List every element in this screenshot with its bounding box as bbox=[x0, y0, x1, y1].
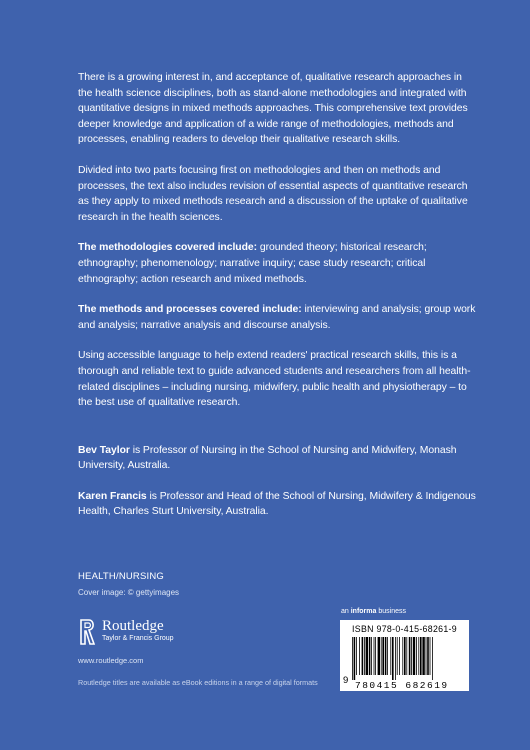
publisher-website[interactable]: www.routledge.com bbox=[78, 656, 144, 665]
barcode-bar bbox=[390, 637, 391, 675]
barcode-panel bbox=[340, 620, 469, 691]
author-bio-text: is Professor and Head of the School of Nursing, Midwifery & Indigenous Health, Charles Sturt University, Australia. bbox=[78, 490, 476, 518]
barcode-bar bbox=[371, 637, 372, 675]
logo-text bbox=[102, 619, 174, 644]
methods-heading: The methods and processes covered include: bbox=[78, 304, 302, 316]
barcode-bar bbox=[366, 637, 368, 675]
barcode-bar bbox=[420, 637, 422, 675]
informa-prefix: an bbox=[341, 608, 351, 615]
barcode-bar bbox=[411, 637, 412, 675]
description-paragraph-2: Divided into two parts focusing first on methodologies and then on methods and processes, the text also includes revision of essential aspects of quantitative research as they apply to mixed methods research and a discussion of the uptake of qualitative research in the health sciences. bbox=[78, 164, 468, 223]
barcode bbox=[352, 637, 467, 680]
author-name: Karen Francis bbox=[78, 490, 147, 502]
barcode-bar bbox=[432, 637, 433, 680]
barcode-bar bbox=[362, 637, 364, 675]
barcode-bar bbox=[430, 637, 431, 675]
author-bio bbox=[78, 443, 478, 474]
publisher-logo bbox=[78, 617, 174, 647]
barcode-bar bbox=[356, 637, 357, 675]
author-bio bbox=[78, 489, 478, 520]
barcode-bar bbox=[392, 637, 394, 680]
methods-paragraph bbox=[78, 302, 478, 333]
description-paragraph-5: Using accessible language to help extend readers' practical research skills, this is a thorough and reliable text to guide advanced students and researchers from all health-related disciplines – including nursing, midwifery, public health and physiotherapy – to the best use of qualitative research. bbox=[78, 350, 471, 409]
barcode-bar bbox=[402, 637, 403, 675]
barcode-bar bbox=[359, 637, 360, 675]
barcode-bar bbox=[364, 637, 365, 675]
description-block bbox=[78, 70, 478, 535]
informa-brand: informa bbox=[350, 608, 377, 615]
barcode-bar bbox=[422, 637, 424, 675]
publisher-name: Routledge bbox=[102, 618, 164, 634]
isbn-number: ISBN 978-0-415-68261-9 bbox=[352, 624, 457, 634]
barcode-bar bbox=[385, 637, 387, 675]
methodologies-heading: The methodologies covered include: bbox=[78, 242, 258, 254]
informa-business-label bbox=[341, 608, 406, 615]
author-bios bbox=[78, 443, 478, 520]
barcode-bar bbox=[409, 637, 411, 675]
barcode-bar bbox=[427, 637, 429, 675]
barcode-bar bbox=[382, 637, 384, 675]
barcode-bar bbox=[397, 637, 398, 675]
barcode-bar bbox=[352, 637, 353, 680]
barcode-bar bbox=[378, 637, 380, 675]
author-name: Bev Taylor bbox=[78, 444, 130, 456]
barcode-digits: 780415 682619 bbox=[355, 680, 449, 691]
subject-category: HEALTH/NURSING bbox=[78, 571, 165, 582]
barcode-bar bbox=[426, 637, 427, 675]
publisher-group: Taylor & Francis Group bbox=[102, 635, 174, 642]
barcode-bar bbox=[416, 637, 417, 675]
methodologies-paragraph bbox=[78, 240, 478, 287]
barcode-bar bbox=[395, 637, 396, 680]
barcode-bar bbox=[374, 637, 375, 675]
ebook-note: Routledge titles are available as eBook editions in a range of digital formats bbox=[78, 678, 318, 687]
barcode-bar bbox=[387, 637, 388, 675]
cover-image-credit: Cover image: © gettyimages bbox=[78, 588, 180, 597]
author-bio-text: is Professor of Nursing in the School of Nursing and Midwifery, Monash University, Australia. bbox=[78, 444, 457, 472]
informa-suffix: business bbox=[376, 608, 406, 615]
barcode-bar bbox=[399, 637, 400, 675]
barcode-bar bbox=[375, 637, 376, 675]
barcode-bar bbox=[418, 637, 419, 675]
barcode-bar bbox=[369, 637, 371, 675]
methods-list: interviewing and analysis; group work and analysis; narrative analysis and discourse analysis. bbox=[78, 304, 476, 331]
barcode-bar bbox=[404, 637, 406, 675]
description-paragraph-1: There is a growing interest in, and acceptance of, qualitative research approaches in the health science disciplines, both as stand-alone methodologies and integrated with quantitative designs in mixed methods approaches. This comprehensive text provides deeper knowledge and application of a wide range of methodologies, methods and processes, enabling readers to develop their qualitative research skills. bbox=[78, 72, 468, 146]
barcode-bar bbox=[413, 637, 415, 675]
routledge-r-icon bbox=[78, 617, 98, 647]
methodologies-list: grounded theory; historical research; ethnography; phenomenology; narrative inquiry; case study research; critical ethnography; action research and mixed methods. bbox=[78, 242, 427, 285]
barcode-first-digit: 9 bbox=[343, 675, 349, 686]
barcode-bar bbox=[381, 637, 382, 675]
barcode-bar bbox=[406, 637, 407, 675]
barcode-bar bbox=[354, 637, 356, 680]
